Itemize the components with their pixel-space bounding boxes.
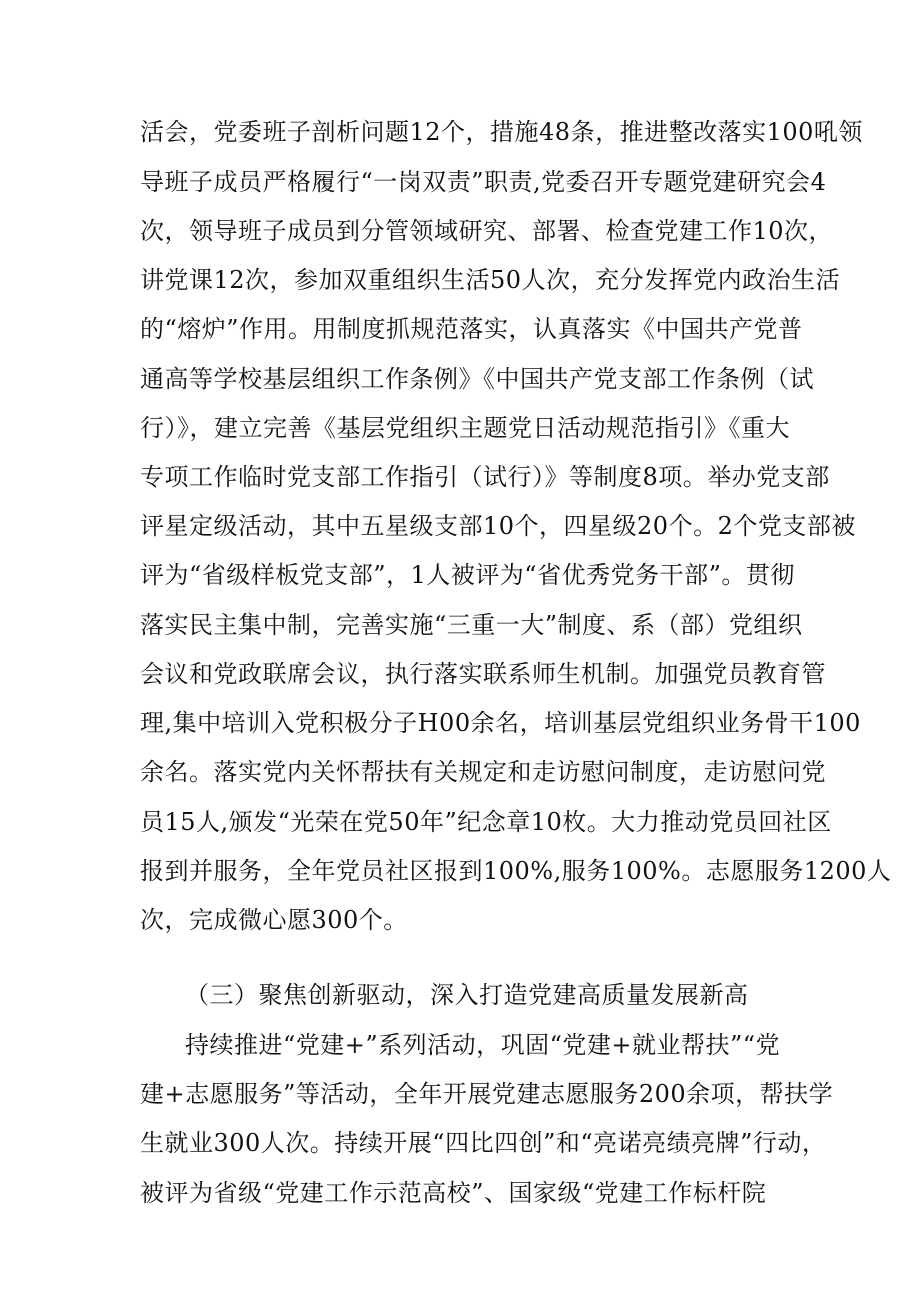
text-line: 的“熔炉”作用。用制度抓规范落实，认真落实《中国共产党普 [140,315,803,343]
text-line: 会议和党政联席会议，执行落实联系师生机制。加强党员教育管 [140,660,826,688]
text-line: 理,集中培训入党积极分子H00余名，培训基层党组织业务骨干100 [140,709,861,737]
text-line: 次，完成微心愿300个。 [140,906,408,934]
text-line: 专项工作临时党支部工作指引（试行）》等制度8项。举办党支部 [140,463,830,491]
text-line: 通高等学校基层组织工作条例》《中国共产党支部工作条例（试 [140,365,814,393]
text-line: 导班子成员严格履行“一岗双责”职责,党委召开专题党建研究会4 [140,168,827,196]
text-line: 评为“省级样板党支部”，1人被评为“省优秀党务干部”。贯彻 [140,561,795,589]
text-line: 建+志愿服务”等活动，全年开展党建志愿服务200余项，帮扶学 [140,1080,834,1108]
text-line: 落实民主集中制，完善实施“三重一大”制度、系（部）党组织 [140,611,803,639]
text-line: 次，领导班子成员到分管领域研究、部署、检查党建工作10次， [140,217,834,245]
text-line: 评星定级活动，其中五星级支部10个，四星级20个。2个党支部被 [140,512,856,540]
text-line: 余名。落实党内关怀帮扶有关规定和走访慰问制度，走访慰问党 [140,758,826,786]
text-line: 生就业300人次。持续开展“四比四创”和“亮诺亮绩亮牌”行动， [140,1129,827,1157]
text-line: 行）》，建立完善《基层党组织主题党日活动规范指引》《重大 [140,414,790,442]
text-line: 被评为省级“党建工作示范高校”、国家级“党建工作标杆院 [140,1179,767,1207]
section-heading: （三）聚焦创新驱动，深入打造党建高质量发展新高 [185,981,749,1009]
text-line: 员15人,颁发“光荣在党50年”纪念章10枚。大力推动党员回社区 [140,808,832,836]
text-line: 讲党课12次，参加双重组织生活50人次，充分发挥党内政治生活 [140,266,841,294]
text-line: 报到并服务，全年党员社区报到100%,服务100%。志愿服务1200人 [140,857,892,885]
text-line: 活会，党委班子剖析问题12个，措施48条，推进整改落实100吼领 [140,118,863,146]
text-line: 持续推进“党建+”系列活动，巩固“党建+就业帮扶”“党 [185,1031,781,1059]
